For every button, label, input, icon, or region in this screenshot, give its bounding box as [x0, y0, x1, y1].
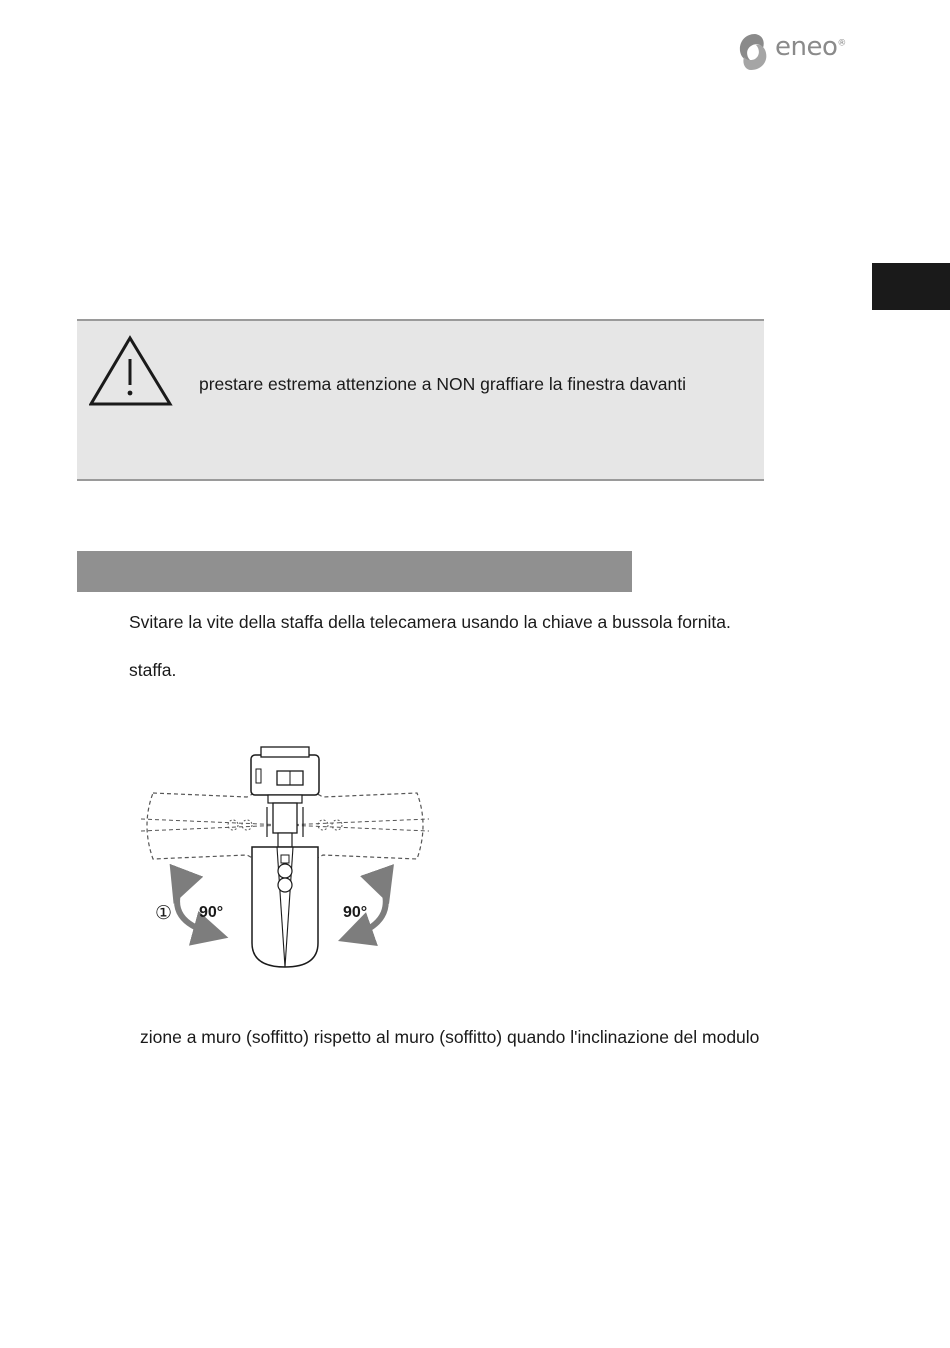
- brand-name: eneo®: [775, 32, 846, 62]
- right-angle-label: 90°: [343, 904, 368, 921]
- camera-housing: [252, 847, 318, 967]
- step-marker: ①: [155, 903, 173, 924]
- left-angle-label: 90°: [199, 904, 224, 921]
- warning-text: prestare estrema attenzione a NON graffiare la finestra davanti: [199, 374, 687, 394]
- instruction-line-1: Svitare la vite della staffa della telecamera usando la chiave a bussola fornita.: [129, 612, 731, 632]
- warning-box: [77, 319, 764, 481]
- wall-mount-base: [251, 747, 319, 803]
- instruction-line-2: staffa.: [129, 660, 177, 680]
- eneo-logo-icon: [737, 30, 777, 74]
- instruction-line-3: zione a muro (soffitto) rispetto al muro (soffitto) quando l'inclinazione del modulo: [140, 1027, 760, 1047]
- section-heading: [77, 551, 632, 592]
- chapter-tab: [872, 263, 950, 310]
- bracket-neck: [267, 803, 303, 847]
- camera-rotation-diagram: [135, 745, 435, 975]
- warning-triangle-icon: [89, 333, 175, 409]
